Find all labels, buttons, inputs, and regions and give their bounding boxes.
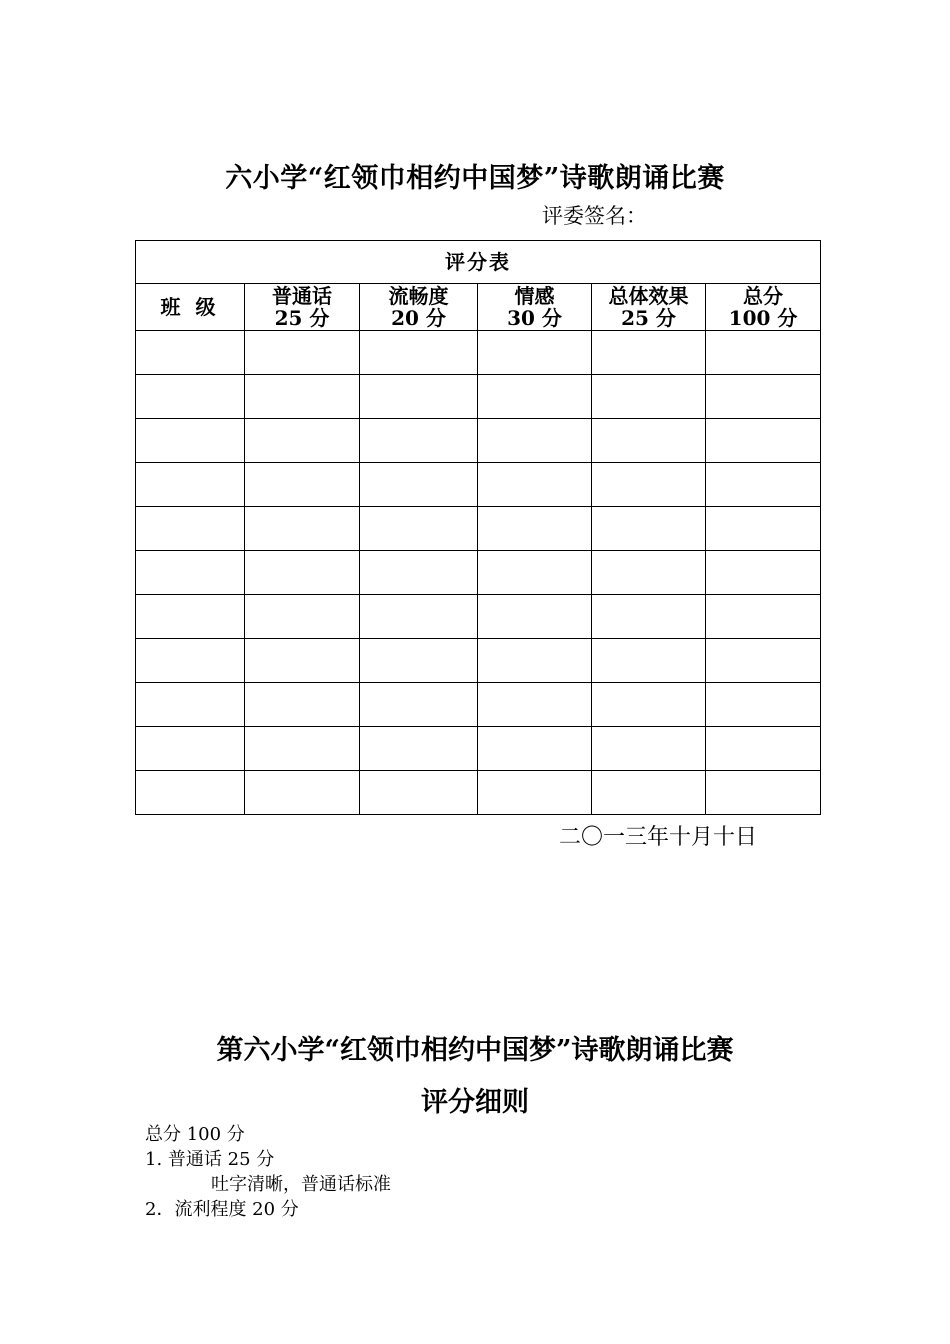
header-mandarin-label: 普通话 (272, 284, 332, 308)
score-cell (478, 727, 592, 771)
header-mandarin-points: 25 分 (274, 306, 330, 330)
score-cell (592, 639, 706, 683)
header-overall (592, 284, 706, 331)
score-cell (478, 639, 592, 683)
score-cell (706, 375, 821, 419)
score-cell (136, 639, 245, 683)
score-cell (136, 771, 245, 815)
score-cell (592, 551, 706, 595)
rules-title: 第六小学“红领巾相约中国梦”诗歌朗诵比赛 (216, 1035, 734, 1066)
score-cell (360, 595, 478, 639)
score-cell (592, 463, 706, 507)
header-overall-points: 25 分 (621, 306, 676, 330)
score-cell (592, 727, 706, 771)
score-cell (245, 683, 360, 727)
score-cell (478, 463, 592, 507)
score-cell (136, 463, 245, 507)
score-cell (478, 595, 592, 639)
score-cell (592, 331, 706, 375)
score-cell (592, 419, 706, 463)
header-class-label: 班 级 (160, 295, 220, 319)
score-cell (592, 683, 706, 727)
score-table (135, 240, 821, 815)
score-cell (245, 551, 360, 595)
score-cell (360, 507, 478, 551)
score-cell (706, 551, 821, 595)
score-cell (360, 463, 478, 507)
table-body (136, 331, 821, 815)
header-overall-label: 总体效果 (608, 284, 689, 308)
score-cell (706, 463, 821, 507)
score-cell (360, 551, 478, 595)
table-row (136, 551, 821, 595)
table-row (136, 683, 821, 727)
score-cell (706, 595, 821, 639)
score-cell (360, 419, 478, 463)
score-cell (136, 331, 245, 375)
rules-text (145, 1122, 391, 1222)
score-cell (706, 683, 821, 727)
header-total (706, 284, 821, 331)
score-cell (478, 419, 592, 463)
score-cell (360, 683, 478, 727)
score-cell (706, 507, 821, 551)
table-header-row (136, 284, 821, 331)
score-cell (360, 331, 478, 375)
score-cell (706, 419, 821, 463)
score-cell (478, 375, 592, 419)
table-row (136, 463, 821, 507)
rules-line-mandarin-detail: 吐字清晰，普通话标准 (211, 1174, 391, 1195)
table-row (136, 727, 821, 771)
date: 二〇一三年十月十日 (559, 825, 758, 850)
header-fluency (360, 284, 478, 331)
header-mandarin (245, 284, 360, 331)
table-row (136, 639, 821, 683)
score-cell (245, 419, 360, 463)
table-row (136, 419, 821, 463)
table-row (136, 375, 821, 419)
score-cell (245, 463, 360, 507)
score-cell (360, 771, 478, 815)
score-cell (706, 639, 821, 683)
score-cell (245, 375, 360, 419)
score-cell (478, 771, 592, 815)
score-cell (592, 595, 706, 639)
score-cell (136, 551, 245, 595)
table-caption: 评分表 (136, 241, 821, 284)
header-total-points: 100 分 (728, 306, 798, 330)
rules-line-total: 总分 100 分 (145, 1124, 245, 1145)
score-cell (136, 683, 245, 727)
score-cell (592, 507, 706, 551)
header-fluency-points: 20 分 (391, 306, 446, 330)
score-cell (706, 771, 821, 815)
score-cell (706, 331, 821, 375)
rules-line-mandarin: 1. 普通话 25 分 (145, 1149, 275, 1170)
score-cell (136, 727, 245, 771)
score-cell (592, 375, 706, 419)
table-caption-row (136, 241, 821, 284)
score-cell (478, 683, 592, 727)
score-cell (245, 771, 360, 815)
score-cell (136, 419, 245, 463)
table-row (136, 595, 821, 639)
header-class (136, 284, 245, 331)
rules-subtitle: 评分细则 (421, 1087, 529, 1118)
score-cell (245, 507, 360, 551)
table-row (136, 771, 821, 815)
score-cell (245, 595, 360, 639)
rules-line-fluency: 2．流利程度 20 分 (145, 1199, 299, 1220)
table-row (136, 331, 821, 375)
score-cell (478, 331, 592, 375)
score-cell (360, 727, 478, 771)
page-title: 六小学“红领巾相约中国梦”诗歌朗诵比赛 (225, 163, 725, 194)
score-cell (360, 639, 478, 683)
score-cell (136, 507, 245, 551)
table-row (136, 507, 821, 551)
score-cell (245, 331, 360, 375)
header-emotion (478, 284, 592, 331)
score-cell (360, 375, 478, 419)
score-cell (136, 595, 245, 639)
score-cell (592, 771, 706, 815)
judge-signature-label: 评委签名： (542, 204, 647, 228)
score-cell (136, 375, 245, 419)
score-cell (478, 551, 592, 595)
header-fluency-label: 流畅度 (388, 284, 449, 308)
score-cell (245, 639, 360, 683)
header-total-label: 总分 (743, 284, 784, 308)
header-emotion-points: 30 分 (507, 306, 562, 330)
score-cell (478, 507, 592, 551)
score-cell (245, 727, 360, 771)
score-cell (706, 727, 821, 771)
header-emotion-label: 情感 (514, 284, 555, 308)
